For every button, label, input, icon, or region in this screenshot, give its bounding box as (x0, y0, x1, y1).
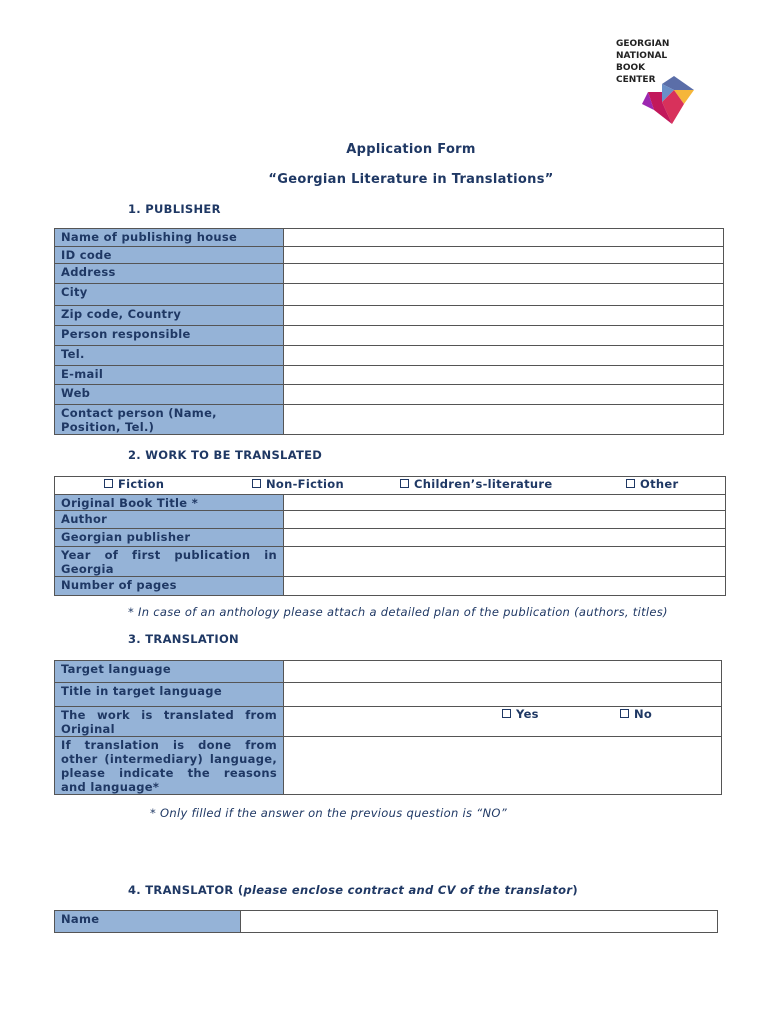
label-city: City (55, 284, 284, 306)
email-field[interactable] (284, 366, 724, 385)
label-georgian-publisher: Georgian publisher (55, 529, 284, 547)
label-year-publication: Year of first publication in Georgia (55, 547, 284, 577)
form-title: Application Form (346, 142, 476, 157)
label-web: Web (55, 385, 284, 405)
gnbc-logo (600, 18, 712, 136)
label-author: Author (55, 511, 284, 529)
number-pages-field[interactable] (284, 577, 726, 596)
id-code-field[interactable] (284, 247, 724, 264)
original-title-field[interactable] (284, 495, 726, 511)
label-zip-country: Zip code, Country (55, 306, 284, 326)
georgian-publisher-field[interactable] (284, 529, 726, 547)
tel-field[interactable] (284, 346, 724, 366)
year-publication-field[interactable] (284, 547, 726, 577)
intermediary-language-field[interactable] (284, 737, 722, 795)
yes-label: Yes (516, 707, 539, 721)
no-option[interactable] (620, 707, 652, 721)
yes-option[interactable] (502, 707, 539, 721)
fiction-option[interactable] (104, 477, 164, 491)
label-intermediary-language: If translation is done from other (intermediary) language, please indicate the reasons and language* (55, 737, 284, 795)
section-publisher-heading: 1. PUBLISHER (128, 202, 221, 216)
checkbox-icon[interactable] (400, 479, 409, 488)
logo-line: CENTER (616, 75, 656, 85)
label-translator-name: Name (55, 911, 241, 933)
translator-table (54, 910, 718, 933)
label-address: Address (55, 264, 284, 284)
contact-person-field[interactable] (284, 405, 724, 435)
section-work-heading: 2. WORK TO BE TRANSLATED (128, 448, 323, 462)
section-translator-heading (128, 883, 578, 897)
label-title-target: Title in target language (55, 683, 284, 707)
label-number-pages: Number of pages (55, 577, 284, 596)
other-option[interactable] (626, 477, 678, 491)
label-tel: Tel. (55, 346, 284, 366)
target-language-field[interactable] (284, 661, 722, 683)
label-person-responsible: Person responsible (55, 326, 284, 346)
checkbox-icon[interactable] (104, 479, 113, 488)
label-original-title: Original Book Title * (55, 495, 284, 511)
label-translated-from-original: The work is translated from Original (55, 707, 284, 737)
checkbox-icon[interactable] (626, 479, 635, 488)
publishing-house-field[interactable] (284, 229, 724, 247)
person-responsible-field[interactable] (284, 326, 724, 346)
checkbox-icon[interactable] (620, 709, 629, 718)
zip-country-field[interactable] (284, 306, 724, 326)
anthology-note: * In case of an anthology please attach a detailed plan of the publication (authors, titles) (128, 605, 668, 619)
checkbox-icon[interactable] (502, 709, 511, 718)
translator-name-field[interactable] (241, 911, 718, 933)
author-field[interactable] (284, 511, 726, 529)
fiction-label: Fiction (118, 477, 165, 491)
translator-heading-main: 4. TRANSLATOR ( (128, 883, 244, 897)
childrens-literature-label: Children’s-literature (414, 477, 553, 491)
label-target-language: Target language (55, 661, 284, 683)
logo-line: BOOK (616, 63, 646, 73)
form-subtitle: “Georgian Literature in Translations” (268, 172, 554, 187)
translator-heading-end: ) (572, 883, 578, 897)
translation-table (54, 660, 722, 795)
intermediary-note: * Only filled if the answer on the previous question is “NO” (150, 806, 508, 820)
non-fiction-label: Non-Fiction (266, 477, 344, 491)
work-table (54, 476, 726, 596)
web-field[interactable] (284, 385, 724, 405)
childrens-literature-option[interactable] (400, 477, 552, 491)
logo-mark-icon (628, 74, 696, 126)
label-publishing-house: Name of publishing house (55, 229, 284, 247)
label-id-code: ID code (55, 247, 284, 264)
city-field[interactable] (284, 284, 724, 306)
title-target-field[interactable] (284, 683, 722, 707)
logo-line: GEORGIAN (616, 39, 670, 49)
no-label: No (634, 707, 653, 721)
label-email: E-mail (55, 366, 284, 385)
label-contact-person: Contact person (Name, Position, Tel.) (55, 405, 284, 435)
address-field[interactable] (284, 264, 724, 284)
publisher-table (54, 228, 724, 435)
section-translation-heading: 3. TRANSLATION (128, 632, 239, 646)
other-label: Other (640, 477, 679, 491)
translator-heading-italic: please enclose contract and CV of the translator (243, 883, 573, 897)
non-fiction-option[interactable] (252, 477, 344, 491)
checkbox-icon[interactable] (252, 479, 261, 488)
logo-line: NATIONAL (616, 51, 668, 61)
